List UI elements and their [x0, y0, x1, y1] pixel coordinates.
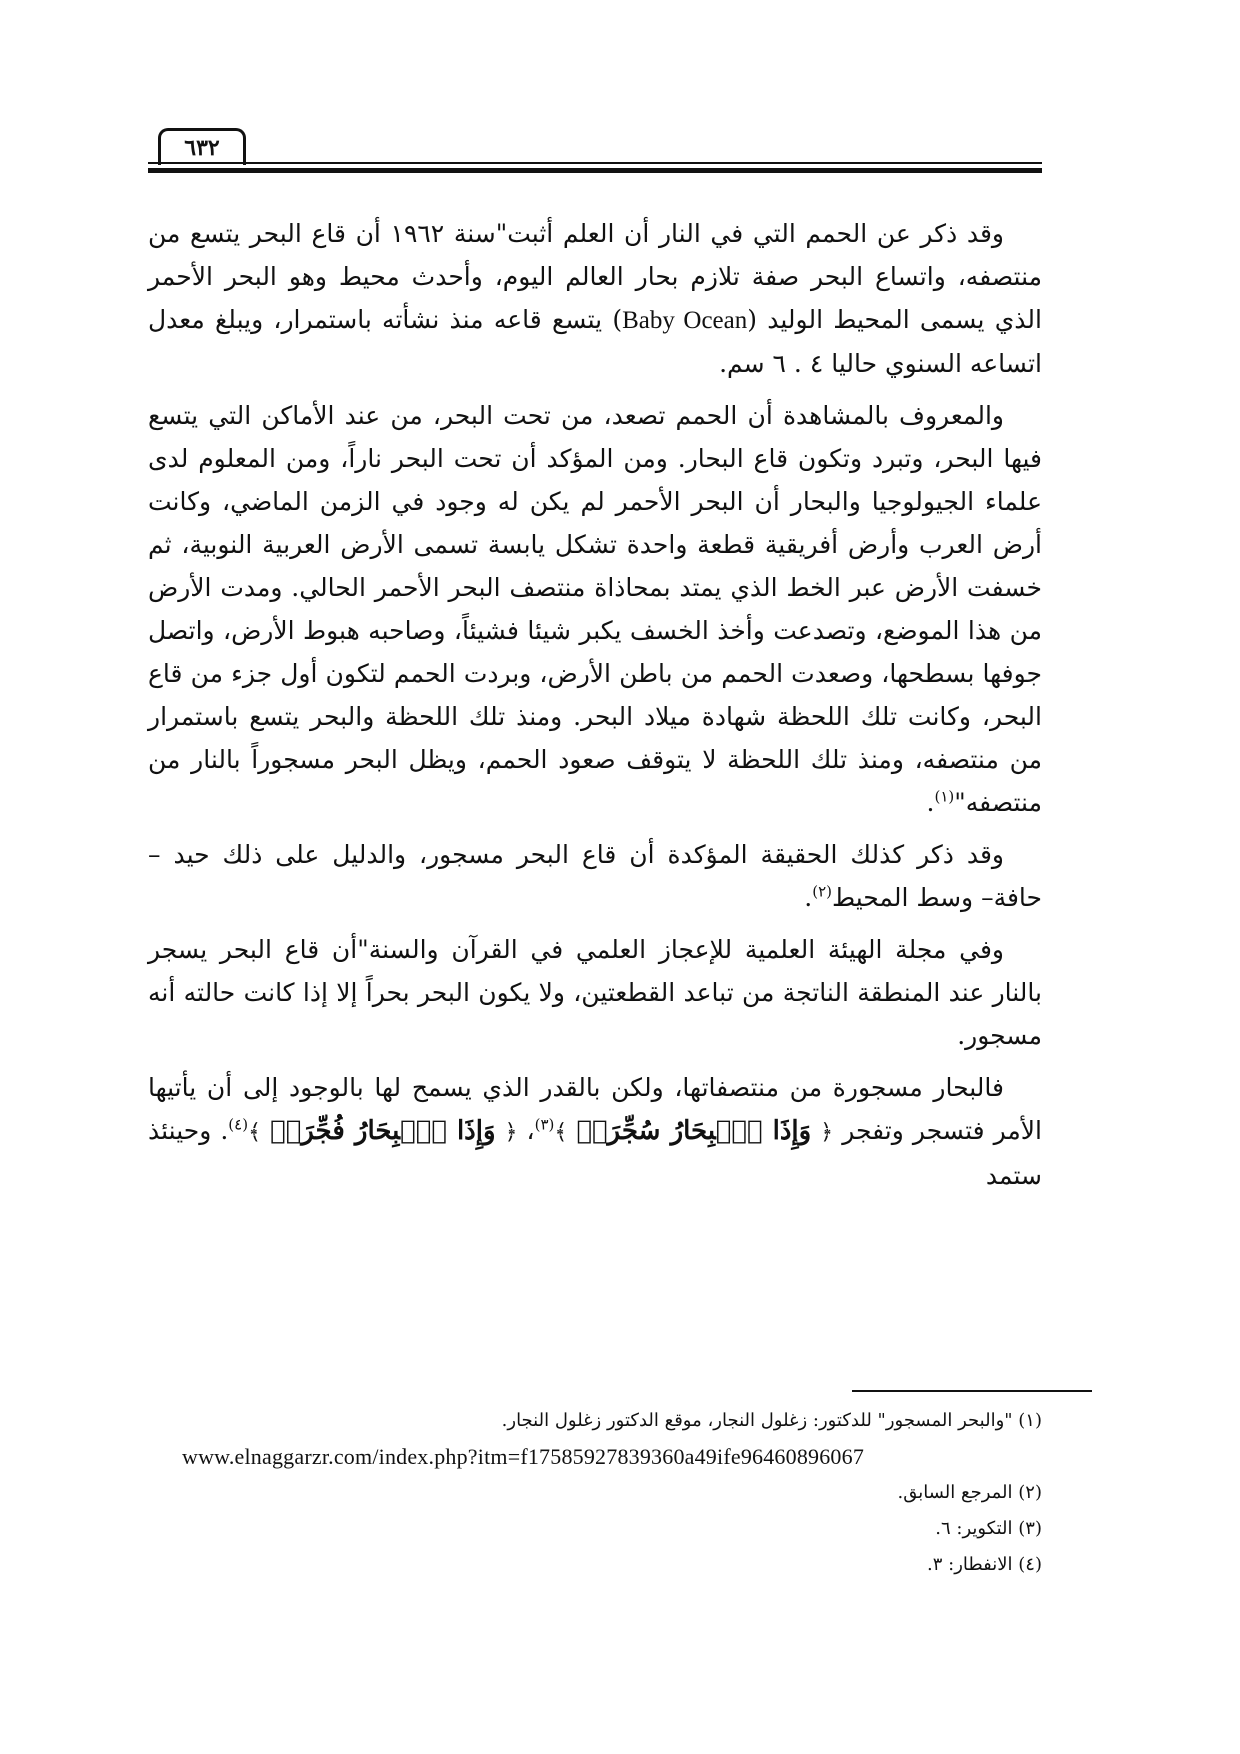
- quran-verse-1: وَإِذَا ٱلۡبِحَارُ سُجِّرَتۡ: [576, 1116, 812, 1146]
- footnote-ref-4[interactable]: (٤): [228, 1115, 249, 1134]
- paragraph-4: [148, 928, 1042, 1057]
- latin-term: Baby Ocean: [622, 307, 748, 334]
- quran-verse-2: وَإِذَا ٱلۡبِحَارُ فُجِّرَتۡ: [270, 1116, 496, 1146]
- paragraph-1-text-a: وقد ذكر عن الحمم التي في النار أن العلم أثبت"سنة ١٩٦٢ أن قاع البحر يتسع من منتصفه، واتساع البحر صفة تلازم بحار العالم اليوم، وأحدث محيط وهو البحر الأحمر الذي يسمى المحيط الوليد (: [148, 219, 1042, 334]
- quran-bracket-close-2: ﴾: [248, 1120, 261, 1145]
- paragraph-1-text-b: ) يتسع قاعه منذ نشأته باستمرار، ويبلغ معدل اتساعه السنوي حاليا ٤ . ٦ سم.: [148, 305, 1042, 378]
- footnote-ref-3[interactable]: (٣): [534, 1115, 555, 1134]
- paragraph-5: [148, 1066, 1042, 1197]
- quran-bracket-close-1: ﴾: [554, 1120, 568, 1145]
- footnote-4: (٤) الانفطار: ٣.: [927, 1554, 1042, 1575]
- footnote-2: (٢) المرجع السابق.: [897, 1482, 1042, 1503]
- footnote-separator: [852, 1390, 1092, 1392]
- paragraph-2: [148, 394, 1042, 824]
- footnote-1-url[interactable]: www.elnaggarzr.com/index.php?itm=f17585927839360a49ife96460896067: [182, 1444, 865, 1469]
- paragraph-2-text: والمعروف بالمشاهدة أن الحمم تصعد، من تحت البحر، من عند الأماكن التي يتسع فيها البحر، وتبرد وتكون قاع البحار. ومن المؤكد أن تحت البحر ناراً، ومن المعلوم لدى علماء الجيولوجيا والبحار أن البحر الأحمر لم يكن له وجود في الزمن الماضي، وكانت أرض العرب وأرض أفريقية قطعة واحدة تشكل يابسة تسمى الأرض العربية النوبية، ثم خسفت الأرض عبر الخط الذي يمتد بمحاذاة منتصف البحر الأحمر الحالي. ومدت الأرض من هذا الموضع، وتصدعت وأخذ الخسف يكبر شيئا فشيئاً، وصاحبه هبوط الأرض، واتصل جوفها بسطحها، وصعدت الحمم من باطن الأرض، وبردت الحمم لتكون أول جزء من قاع البحر، وكانت تلك اللحظة شهادة ميلاد البحر. ومنذ تلك اللحظة والبحر يتسع باستمرار من منتصفه، ومنذ تلك اللحظة لا يتوقف صعود الحمم، ويظل البحر مسجوراً بالنار من منتصفه": [148, 401, 1042, 817]
- header-rule-thick: [148, 168, 1042, 173]
- quran-bracket-open-1: ﴿: [820, 1120, 834, 1145]
- paragraph-3: [148, 833, 1042, 919]
- paragraph-2-end: .: [926, 788, 935, 817]
- verse-separator: ،: [517, 1116, 535, 1145]
- paragraph-3-end: .: [804, 883, 813, 912]
- page-number: ٦٣٢: [158, 128, 246, 165]
- body-text: [148, 212, 1042, 1206]
- paragraph-3-text: وقد ذكر كذلك الحقيقة المؤكدة أن قاع البحر مسجور، والدليل على ذلك حيد – حافة– وسط المحيط: [148, 840, 1042, 912]
- footnote-1: (١) "والبحر المسجور" للدكتور: زغلول النجار، موقع الدكتور زغلول النجار.: [501, 1410, 1042, 1431]
- header-rule-thin: [148, 162, 1042, 164]
- paragraph-1: [148, 212, 1042, 385]
- footnotes: [148, 1404, 1042, 1584]
- footnote-ref-2[interactable]: (٢): [812, 882, 832, 901]
- quran-bracket-open-2: ﴿: [504, 1120, 518, 1145]
- paragraph-5-text-b: . وحينئذ ستمد: [148, 1116, 1042, 1190]
- paragraph-4-text: وفي مجلة الهيئة العلمية للإعجاز العلمي في القرآن والسنة"أن قاع البحر يسجر بالنار عند المنطقة الناتجة من تباعد القطعتين، ولا يكون البحر بحراً إلا إذا كانت حالته أنه مسجور.: [148, 935, 1042, 1050]
- footnote-3: (٣) التكوير: ٦.: [935, 1518, 1042, 1539]
- paragraph-5-text-a: فالبحار مسجورة من منتصفاتها، ولكن بالقدر الذي يسمح لها بالوجود إلى أن يأتيها الأمر فتسجر وتفجر: [148, 1073, 1042, 1145]
- page-header: [148, 128, 1042, 172]
- footnote-ref-1[interactable]: (١): [934, 787, 955, 806]
